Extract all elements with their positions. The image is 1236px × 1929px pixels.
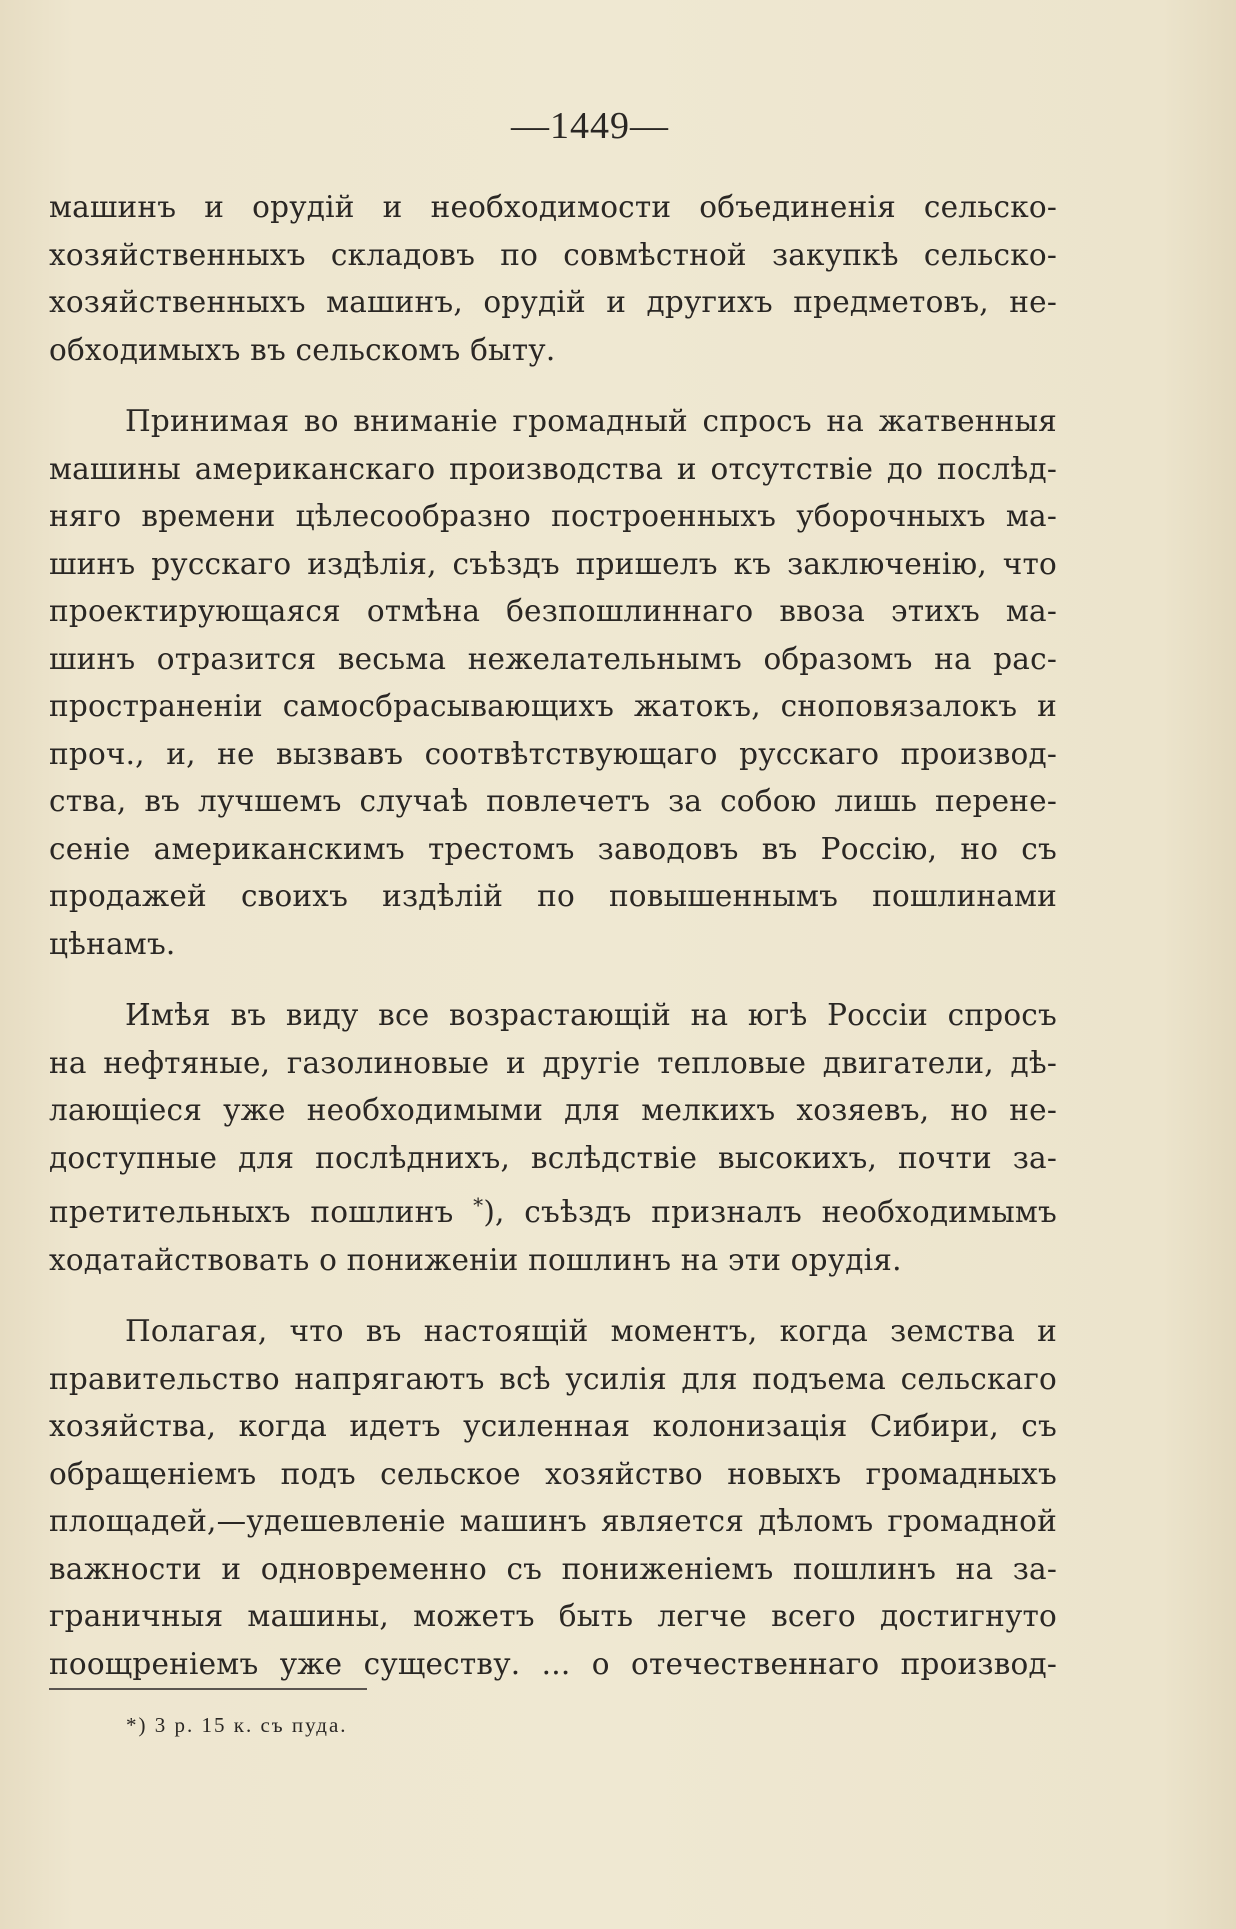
text-line: Имѣя въ виду все возрастающій на югѣ Россіи спросъ: [125, 998, 1057, 1032]
text-line: ходатайствовать о пониженіи пошлинъ на эти орудія.: [49, 1242, 902, 1277]
text-line: машинъ и орудій и необходимости объединенія сельско-: [49, 190, 1057, 224]
text-line: ства, въ лучшемъ случаѣ повлечетъ за собою лишь перене-: [49, 784, 1057, 818]
text-line: на нефтяные, газолиновые и другіе тепловые двигатели, дѣ-: [49, 1045, 1057, 1080]
paragraph-1: [49, 184, 1057, 374]
text-line: хозяйства, когда идетъ усиленная колонизація Сибири, съ: [49, 1409, 1057, 1443]
paragraph-4: [49, 1308, 1057, 1688]
text-line: цѣнамъ.: [49, 926, 176, 961]
text-line: пространеніи самосбрасывающихъ жатокъ, сноповязалокъ и: [49, 689, 1057, 723]
footnote-divider: [49, 1688, 367, 1690]
text-line: лающіеся уже необходимыми для мелкихъ хозяевъ, но не-: [49, 1093, 1057, 1127]
text-line: обращеніемъ подъ сельское хозяйство новыхъ громадныхъ: [49, 1456, 1057, 1491]
text-line: хозяйственныхъ складовъ по совмѣстной закупкѣ сельско-: [49, 237, 1057, 272]
text-fragment: ), съѣздъ призналъ необходимымъ: [483, 1195, 1057, 1229]
text-line: шинъ отразится весьма нежелательнымъ образомъ на рас-: [49, 641, 1057, 676]
text-line: правительство напрягаютъ всѣ усилія для подъема сельскаго: [49, 1361, 1057, 1396]
text-line: граничныя машины, можетъ быть легче всего достигнуто: [49, 1599, 1057, 1633]
text-line: Принимая во вниманіе громадный спросъ на жатвенныя: [125, 404, 1057, 438]
text-line: поощреніемъ уже существу. ... о отечественнаго производ-: [49, 1646, 1057, 1681]
text-line: няго времени цѣлесообразно построенныхъ уборочныхъ ма-: [49, 499, 1057, 533]
text-line: продажей своихъ издѣлій по повышеннымъ пошлинами: [49, 879, 1057, 913]
text-line: шинъ русскаго издѣлія, съѣздъ пришелъ къ заключенію, что: [49, 546, 1057, 581]
text-line: обходимыхъ въ сельскомъ быту.: [49, 332, 556, 367]
page-number: —1449—: [511, 105, 669, 147]
text-line: хозяйственныхъ машинъ, орудій и другихъ предметовъ, не-: [49, 285, 1057, 319]
body-text: [49, 184, 1057, 1688]
text-line: Полагая, что въ настоящій моментъ, когда земства и: [125, 1314, 1057, 1348]
footnote: *) 3 р. 15 к. съ пуда.: [126, 1713, 348, 1737]
paragraph-3: [49, 992, 1057, 1284]
text-fragment: претительныхъ пошлинъ: [49, 1195, 474, 1229]
text-line: сеніе американскимъ трестомъ заводовъ въ Россію, но съ: [49, 831, 1057, 866]
text-line: машины американскаго производства и отсутствіе до послѣд-: [49, 451, 1057, 486]
text-line: доступные для послѣднихъ, вслѣдствіе высокихъ, почти за-: [49, 1140, 1057, 1175]
text-line-with-footnote-mark: [49, 1182, 1057, 1237]
text-line: проч., и, не вызвавъ соотвѣтствующаго русскаго производ-: [49, 736, 1057, 771]
footnote-reference: *: [473, 1193, 484, 1217]
paragraph-2: [49, 398, 1057, 968]
text-line: важности и одновременно съ пониженіемъ пошлинъ на за-: [49, 1551, 1057, 1586]
text-line: проектирующаяся отмѣна безпошлиннаго ввоза этихъ ма-: [49, 594, 1057, 628]
text-line: площадей,—удешевленіе машинъ является дѣломъ громадной: [49, 1504, 1057, 1538]
